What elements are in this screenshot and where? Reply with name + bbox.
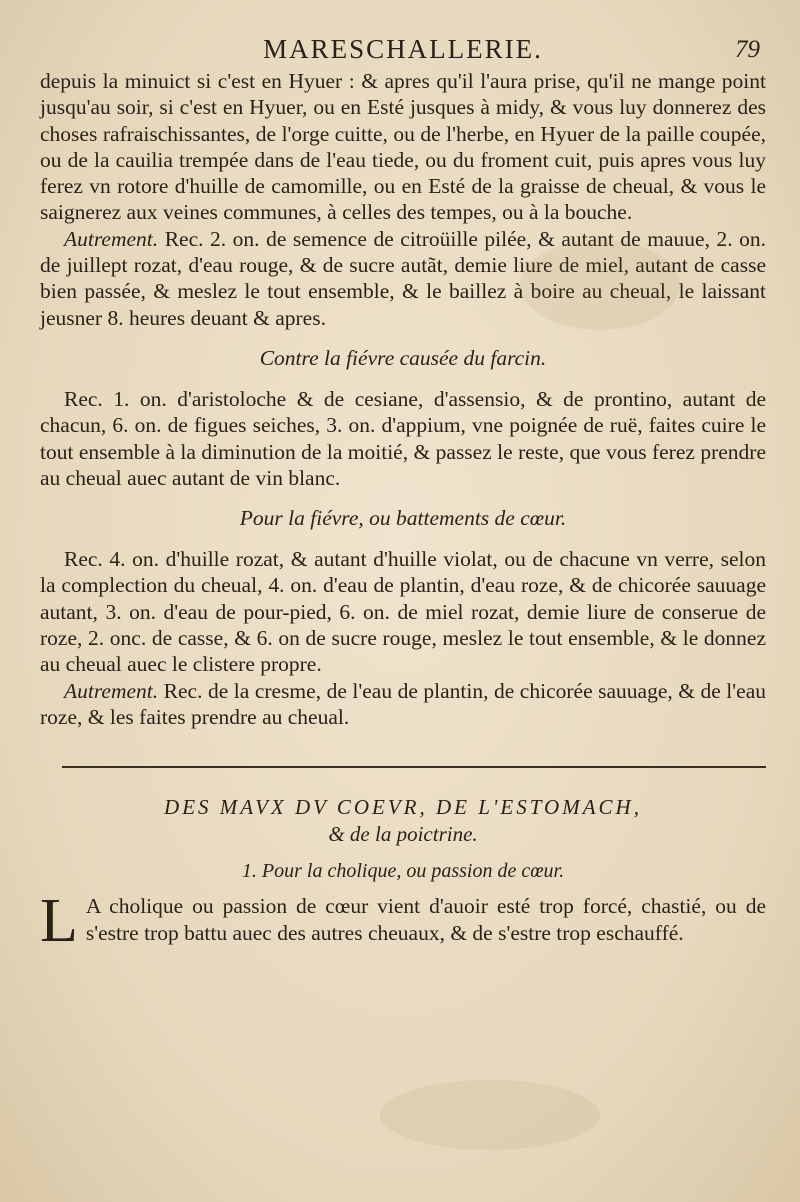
section-heading-fievre: Pour la fiévre, ou battements de cœur. <box>239 506 567 531</box>
paragraph-3: Rec. 1. on. d'aristoloche & de cesiane, d'assensio, & de prontino, autant de chacun, 6. on. de figues seiches, 3. on. d'appium, vne poignée de ruë, faites cuire le tout ensemble à la diminution de la moitié, & passez le reste, que vous ferez prendre au cheual auec autant de vin blanc. <box>40 386 766 490</box>
drop-cap: L <box>40 887 78 956</box>
paragraph-5-text: Rec. de la cresme, de l'eau de plantin, de chicorée sauuage, & de l'eau roze, & les faites prendre au cheual. <box>40 678 766 729</box>
paragraph-2-lead: Autrement. <box>64 226 159 251</box>
item-heading: 1. Pour la cholique, ou passion de cœur. <box>241 860 565 883</box>
chapter-title-line2: & de la poictrine. <box>328 822 478 847</box>
page-number: 79 <box>735 36 760 63</box>
paragraph-6 <box>40 887 766 956</box>
paragraph-6-text: A cholique ou passion de cœur vient d'auoir esté trop forcé, chastié, ou de s'estre trop battu auec des autres cheuaux, & de s'estre trop eschauffé. <box>85 894 766 945</box>
paragraph-5 <box>40 678 766 731</box>
chapter-title-line1: DES MAVX DV COEVR, DE L'ESTOMACH, <box>164 795 642 820</box>
horizontal-rule <box>62 766 766 768</box>
paragraph-1: depuis la minuict si c'est en Hyuer : & apres qu'il l'aura prise, qu'il ne mange point jusqu'au soir, si c'est en Hyuer, ou en Esté jusques à midy, & vous luy donnerez des choses rafraischissantes, de l'orge cuitte, ou de l'herbe, en Hyuer de la paille coupée, ou de la cauilia trempée dans de l'eau tiede, ou du froment cuit, puis apres vous luy ferez vn rotore d'huille de camomille, ou en Esté de la graisse de cheual, & vous le saignerez aux veines communes, à celles des tempes, ou à la bouche. <box>40 69 766 225</box>
section-heading-farcin: Contre la fiévre causée du farcin. <box>259 345 547 370</box>
paper-stain <box>380 1080 600 1150</box>
paragraph-4: Rec. 4. on. d'huille rozat, & autant d'huille violat, ou de chacune vn verre, selon la complection du cheual, 4. on. d'eau de plantin, d'eau roze, & de chicorée sauuage autant, 3. on. d'eau de pour-pied, 6. on. de miel rozat, demie liure de conserue de roze, 2. onc. de casse, & 6. on de sucre rouge, meslez le tout ensemble, & le donnez au cheual auec le clistere propre. <box>40 547 766 677</box>
chapter-title <box>40 794 766 848</box>
paper-stain <box>520 240 680 330</box>
paragraph-2-text: Rec. 2. on. de semence de citroüille pilée, & autant de mauue, 2. on. de juillept rozat, d'eau rouge, & de sucre autãt, demie liure de miel, autant de casse bien passée, & meslez le tout ensemble, & le baillez à boire au cheual, le laissant jeusner 8. heures deuant & apres. <box>40 226 767 330</box>
page-header <box>40 34 766 68</box>
paragraph-5-lead: Autrement. <box>64 678 159 703</box>
running-title: MARESCHALLERIE. <box>263 34 543 64</box>
